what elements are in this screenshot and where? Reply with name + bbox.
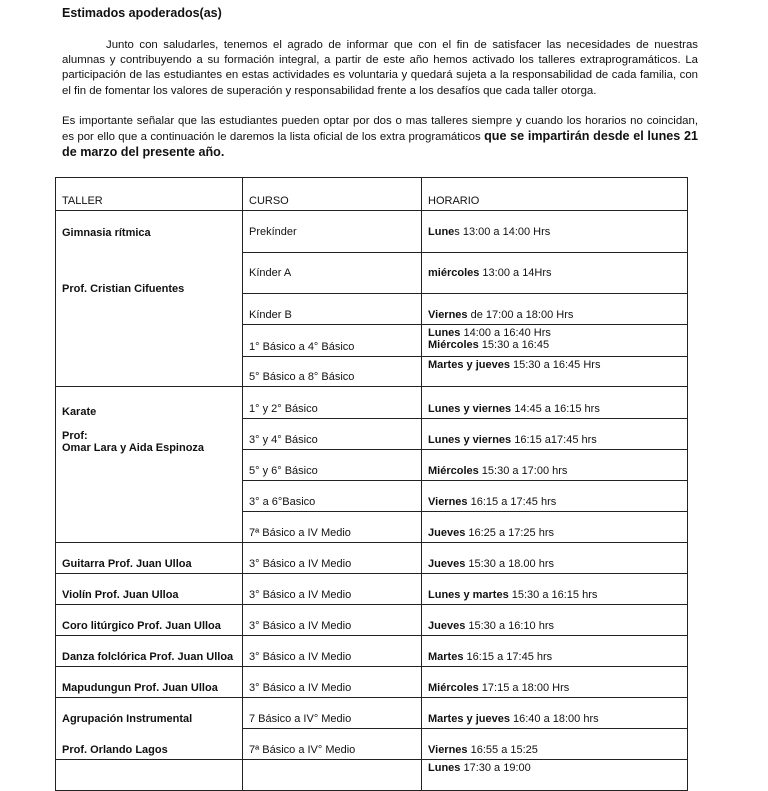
horario-cell: Viernes de 17:00 a 18:00 Hrs [422,294,688,325]
taller-prof-label: Prof: [62,430,88,442]
intro-paragraph [62,38,698,99]
table-row [56,667,688,698]
horario-cell: Lunes y viernes 14:45 a 16:15 hrs [422,387,688,419]
horario-cell: miércoles 13:00 a 14Hrs [422,253,688,294]
curso-cell: Kínder B [243,294,422,325]
table-header-row [56,178,688,211]
horario-cell: Lunes 14:00 a 16:40 Hrs Miércoles 15:30 a 16:45 [422,325,688,357]
horario-cell: Jueves 15:30 a 18.00 hrs [422,543,688,574]
horario-cell: Martes y jueves 15:30 a 16:45 Hrs [422,357,688,387]
table-row [56,387,688,419]
table-row [56,605,688,636]
taller-prof: Omar Lara y Aida Espinoza [62,442,205,454]
horario-cell: Lunes y martes 15:30 a 16:15 hrs [422,574,688,605]
curso-cell: Kínder A [243,253,422,294]
taller-mapudungun: Mapudungun Prof. Juan Ulloa [56,667,243,698]
curso-cell: 7 Básico a IV° Medio [243,698,422,729]
horario-cell: Martes y jueves 16:40 a 18:00 hrs [422,698,688,729]
curso-cell: 3° y 4° Básico [243,419,422,450]
taller-violin: Violín Prof. Juan Ulloa [56,574,243,605]
curso-cell [243,760,422,791]
workshop-schedule-table [55,177,688,791]
notice-text: Es importante señalar que las estudiantes pueden optar por dos o mas talleres siempre y cuando los horarios no coincidan, es por ello que a continuación le daremos la lista oficial de los extra programáticos [62,115,698,144]
horario-cell: Jueves 15:30 a 16:10 hrs [422,605,688,636]
curso-cell: 3° Básico a IV Medio [243,667,422,698]
horario-cell: Jueves 16:25 a 17:25 hrs [422,512,688,543]
start-date-text: que se impartirán desde el lunes 21 de marzo del presente año. [62,129,699,160]
horario-cell: Viernes 16:15 a 17:45 hrs [422,481,688,512]
taller-agrupacion [56,698,243,760]
taller-prof: Prof. Orlando Lagos [62,744,168,756]
curso-cell: 3° a 6°Basico [243,481,422,512]
horario-cell: Lunes 17:30 a 19:00 [422,760,688,791]
notice-paragraph [62,114,698,162]
greeting: Estimados apoderados(as) [62,6,222,20]
taller-karate [56,387,243,543]
taller-gimnasia [56,211,243,387]
table-row [56,211,688,253]
horario-cell: Lunes 13:00 a 14:00 Hrs [422,211,688,253]
curso-cell: 5° y 6° Básico [243,450,422,481]
header-curso: CURSO [243,178,422,211]
curso-cell: 7ª Básico a IV° Medio [243,729,422,760]
curso-cell: 1° y 2° Básico [243,387,422,419]
table-row [56,574,688,605]
intro-text: Junto con saludarles, tenemos el agrado de informar que con el fin de satisfacer las necesidades de nuestras alumnas y contribuyendo a su formación integral, a partir de este año hemos activado los talleres extraprogramáticos. La participación de las estudiantes en estas actividades es voluntaria y quedará sujeta a la responsabilidad de cada familia, con el fin de fomentar los valores de superación y responsabilidad frente a los desafíos que cada taller otorga. [62,39,698,97]
horario-cell: Lunes y viernes 16:15 a17:45 hrs [422,419,688,450]
table-row [56,543,688,574]
table-row [56,636,688,667]
taller-name: Gimnasia rítmica [62,227,151,239]
table-row [56,760,688,791]
taller-prof: Prof. Cristian Cifuentes [62,283,185,295]
taller-name: Agrupación Instrumental [62,713,193,725]
curso-cell: 1° Básico a 4° Básico [243,325,422,357]
taller-name: Karate [62,406,97,418]
curso-cell: Prekínder [243,211,422,253]
horario-cell: Miércoles 17:15 a 18:00 Hrs [422,667,688,698]
taller-guitarra: Guitarra Prof. Juan Ulloa [56,543,243,574]
curso-cell: 3° Básico a IV Medio [243,574,422,605]
curso-cell: 3° Básico a IV Medio [243,636,422,667]
horario-cell: Martes 16:15 a 17:45 hrs [422,636,688,667]
taller-danza: Danza folclórica Prof. Juan Ulloa [56,636,243,667]
table-row [56,698,688,729]
curso-cell: 5° Básico a 8° Básico [243,357,422,387]
curso-cell: 3° Básico a IV Medio [243,543,422,574]
horario-cell: Miércoles 15:30 a 17:00 hrs [422,450,688,481]
horario-cell: Viernes 16:55 a 15:25 [422,729,688,760]
header-taller: TALLER [56,178,243,211]
taller-coro: Coro litúrgico Prof. Juan Ulloa [56,605,243,636]
curso-cell: 7ª Básico a IV Medio [243,512,422,543]
taller-empty [56,760,243,791]
header-horario: HORARIO [422,178,688,211]
curso-cell: 3° Básico a IV Medio [243,605,422,636]
